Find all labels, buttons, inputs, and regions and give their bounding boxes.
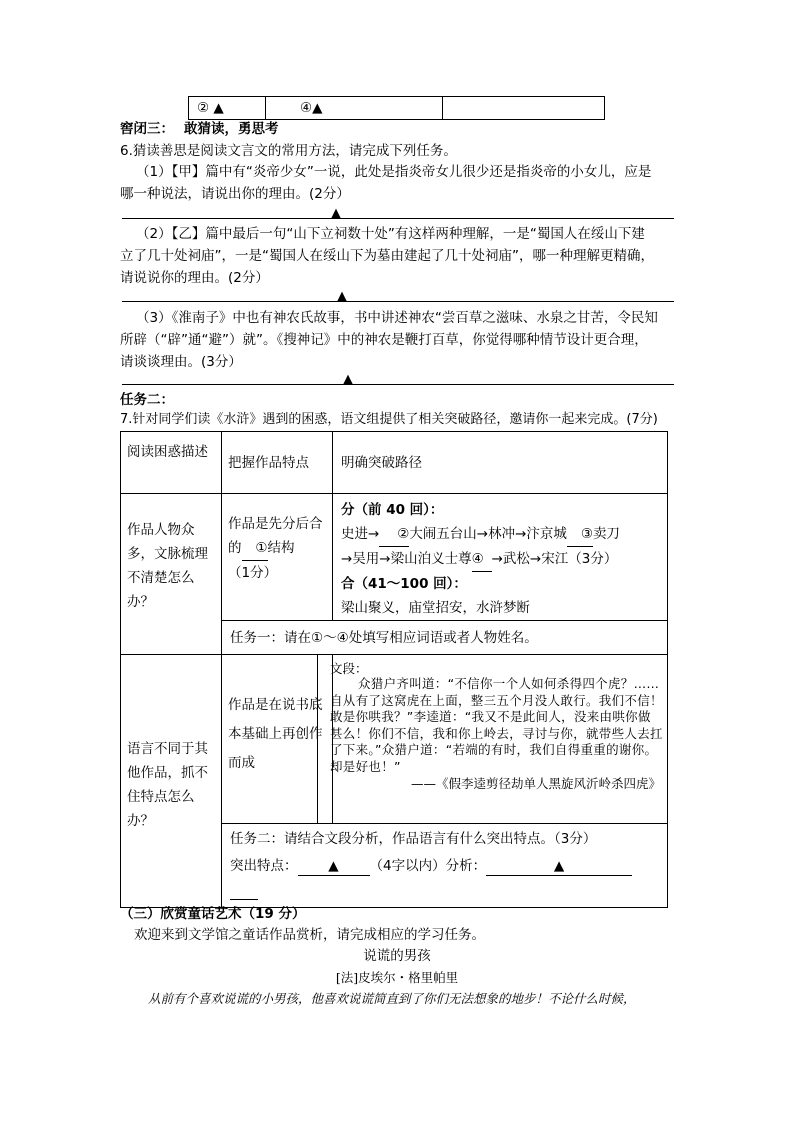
q6-p3-line2: 所辟（“辟”通“避”）就”。《搜神记》中的神农是鞭打百草，你觉得哪种情节设计更合理，	[120, 332, 648, 348]
q7-header-path: 明确突破路径	[333, 432, 668, 494]
top-table-cell-1: ② ▲	[189, 97, 266, 120]
q6-p3-answer-line[interactable]	[122, 384, 674, 385]
q7-path-title2: 合（41～100 回）：	[341, 576, 467, 592]
q7-blank-2[interactable]: ②	[379, 522, 409, 547]
fairy-section-heading: （三）欣赏童话艺术（19 分）	[120, 906, 306, 922]
q7-excerpt-source: ——《假李逵剪径劫单人黑旋风沂岭杀四虎》	[410, 776, 661, 791]
q7-path-line1: 史进→ ②大闹五台山→林冲→汴京城 ③卖刀	[341, 522, 663, 547]
section3-heading	[120, 118, 279, 140]
q7-analysis-answer-cont[interactable]	[230, 887, 258, 900]
q6-intro: 6.猜读善思是阅读文言文的常用方法，请完成下列任务。	[120, 143, 457, 159]
q7-path-line2: →吴用→梁山泊义士尊④ →武松→宋江（3分）	[341, 547, 663, 572]
q7-task1: 任务一：请在①～④处填写相应词语或者人物姓名。	[222, 621, 668, 655]
section3-heading-text: 敢猜读，勇思考	[184, 121, 279, 137]
task2-title: 任务二：	[120, 392, 174, 408]
q7-row1-path	[333, 494, 668, 621]
q7-path-title: 分（前 40 回）：	[341, 502, 444, 518]
fairy-section-intro: 欢迎来到文学馆之童话作品赏析，请完成相应的学习任务。	[134, 927, 485, 943]
q7-row2-feature: 作品是在说书底本基础上再创作而成	[222, 655, 333, 824]
q7-analysis-answer[interactable]: ▲	[486, 857, 632, 876]
q6-p2-line2: 立了几十处祠庙”，一是“蜀国人在绥山下为墓由建起了几十处祠庙”，哪一种理解更精确，	[120, 248, 654, 264]
q7-excerpt-text: 众猎户齐叫道：“不信你一个人如何杀得四个虎？……自从有了这窝虎在上面，整三五个月没人敢行。我们不信！敢是你哄我？”李逵道：“我又不是此间人，没来由哄你做甚么！你们不信，我和你上岭去，寻讨与你，就带些人去扛了下来。”众猎户道：“若端的有时，我们自得重重的谢你。却是好也！”	[330, 676, 663, 774]
top-table-cell-3	[443, 97, 605, 120]
q7-blank-3[interactable]: ③	[567, 522, 593, 547]
q6-p3-line1: （3）《淮南子》中也有神农氏故事，书中讲述神农“尝百草之滋味、水泉之甘苦，令民知	[136, 310, 658, 326]
q7-table	[120, 431, 668, 908]
q6-p3-line3: 请谈谈理由。(3分）	[120, 354, 242, 370]
story-author: [法]皮埃尔・格里帕里	[335, 970, 459, 985]
q7-row1-feature: 作品是先分后合的 ①结构 （1分）	[222, 494, 333, 621]
q6-p1-answer-line[interactable]	[122, 218, 674, 219]
q7-blank-4[interactable]: ④	[472, 547, 492, 572]
q6-p1-line1: （1）【甲】篇中有“炎帝少女”一说，此处是指炎帝女儿很少还是指炎帝的小女儿，应是	[136, 164, 652, 180]
top-table-cell-2: ④▲	[266, 97, 443, 120]
q6-p2-line1: （2）【乙】篇中最后一句“山下立祠数十处”有这样两种理解，一是“蜀国人在绥山下建	[136, 226, 645, 242]
q7-task2: 任务二：请结合文段分析，作品语言有什么突出特点。（3分） 突出特点： ▲ （4字以内）分析： ▲	[222, 824, 668, 908]
q7-blank-1[interactable]: ①	[242, 536, 268, 561]
q6-p1-line2: 哪一种说法，请说出你的理由。(2分）	[120, 186, 350, 202]
q7-header-problem: 阅读困惑描述	[121, 432, 222, 494]
q7-path-line3: 梁山聚义，庙堂招安，水浒梦断	[341, 600, 530, 616]
q7-row2-excerpt: 文段： 众猎户齐叫道：“不信你一个人如何杀得四个虎？……自从有了这窝虎在上面，整三五个月没人敢行。我们不信！敢是你哄我？”李逵道：“我又不是此间人，没来由哄你做甚么！你们不信，我和你上岭去，寻讨与你，就带些人去扛了下来。”众猎户道：“若端的有时，我们自得重重的谢你。却是好也！” ——《假李逵剪径劫单人黑旋风沂岭杀四虎》	[317, 655, 667, 823]
q7-row2-excerpt-wrap	[330, 655, 668, 824]
q7-header-feature: 把握作品特点	[222, 432, 333, 494]
q7-intro: 7.针对同学们读《水浒》遇到的困惑，语文组提供了相关突破路径，邀请你一起来完成。(7分)	[120, 412, 658, 427]
q6-p1-answer-mark: ▲	[331, 206, 341, 221]
q7-feature-answer[interactable]: ▲	[298, 857, 370, 876]
q7-row2-problem: 语言不同于其他作品，抓不住特点怎么办？	[121, 655, 222, 908]
q6-p3-answer-mark: ▲	[343, 372, 353, 387]
q6-p2-answer-line[interactable]	[122, 301, 674, 302]
section3-heading-label: 窖闭三：	[120, 121, 174, 137]
q7-row1-problem: 作品人物众多，文脉梳理不清楚怎么办？	[121, 494, 222, 655]
story-first-line: 从前有个喜欢说谎的小男孩，他喜欢说谎简直到了你们无法想象的地步！不论什么时候，	[148, 991, 636, 1006]
q6-p2-answer-mark: ▲	[337, 289, 347, 304]
top-answer-table	[188, 96, 605, 120]
q6-p2-line3: 请说说你的理由。(2分）	[120, 270, 269, 286]
story-title: 说谎的男孩	[363, 948, 431, 964]
